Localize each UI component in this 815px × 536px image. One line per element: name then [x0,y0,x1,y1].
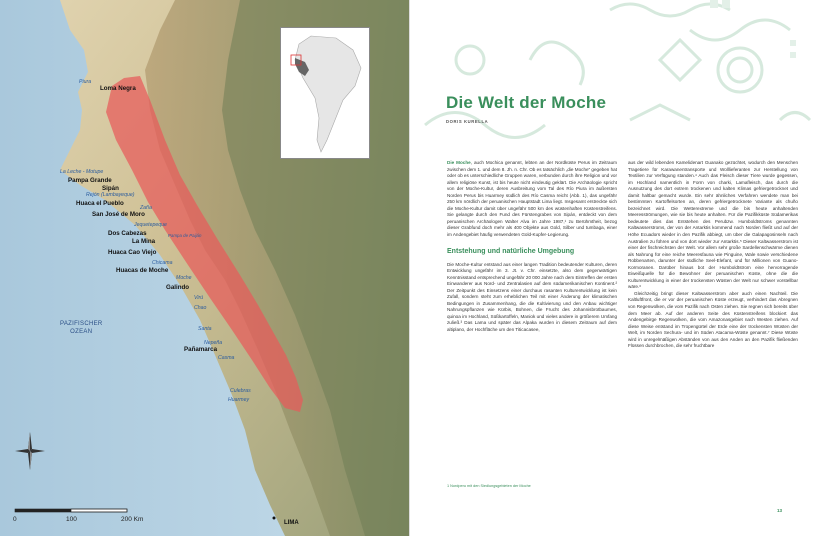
site-label: Pampa Grande [68,177,112,184]
river-label: Jequetepeque [134,222,167,228]
compass-rose-icon [13,430,47,472]
scale-label: 100 [66,516,77,523]
river-label: Zaña [140,205,152,211]
river-label: Chao [194,305,207,311]
river-label: Casma [218,355,235,361]
section-heading: Entstehung und natürliche Umgebung [447,247,575,255]
river-label: Virú [194,295,204,301]
text-column-2 [628,160,798,350]
site-label: Huaca Cao Viejo [108,249,157,256]
river-label: Santa [198,326,212,332]
river-label: Culebras [230,388,251,394]
river-label: La Leche - Motupe [60,169,104,175]
river-label: Huarmey [228,397,250,403]
site-label: La Mina [132,238,156,245]
text-column-1 [447,160,617,334]
article-title: Die Welt der Moche [446,93,607,112]
scale-label: 200 Km [121,516,144,523]
site-label: Huaca el Pueblo [76,200,124,207]
scale-bar [14,508,134,516]
river-label: Piura [79,79,92,85]
site-label: Loma Negra [100,85,136,92]
ocean-label: PAZIFISCHER OZEAN [60,321,103,335]
paragraph: aus der wild lebenden Kamelidenart Guanako gezüchtet, wodurch den Menschen Tragetiere für Karawanentransporte und Wolllieferanten zur Herstellung von Textilien zur Verfügung standen.⁴ Auch das Fleisch dieser Tiere wurde gegessen, im Hochland namentlich in Form von charki, Lamafleisch, das durch die Ausnutzung des dort extrem trockenen und kalten Klimas gefriergetrocknet und damit haltbar gemacht wurde. Ein sehr ähnliches Verfahren wendete man bei bestimmten Kartoffelsorten an, deren gefriergetrocknete Variante als chuño bezeichnet wird. Die Wetterextreme und die bis heute anhaltenden Meeresströmungen, wie sie bis heute anhalten. Für die Pazifikküste Südamerikas bedeutete dies das Entstehen des Perubzw. Humboldtstroms genannten Kaltwasserstroms, der von der Antarktis kommend nach Norden fließt und auf der Höhe Ecuadors wieder in den Pazifik abbiegt, um über die Galapagosinseln nach Australien zu führen und von dort wieder zur Antarktis.⁵ Dieser Kaltwasserstrom ist einer der fischreichsten der Welt. Vor allem sehr große Sardellenschwärme dienen als Nahrung für eine reiche Meeresfauna wie Pinguine, Wale sowie verschiedene Robbenarten, darunter der südliche Seel-Elefant, und für Millionen von Guano-Kormoranen. Darüber hinaus bot der Humboldtstrom eine hervorragende Eiweißquelle für die Bewohner der peruanischen Küste, ohne die die Kulturentwicklung in einer der trockensten Wüsten der Welt nur schwer vorstellbar wäre.⁶ [628,160,798,290]
site-label: Huacas de Moche [116,267,169,274]
site-label: Galindo [166,284,190,291]
lead-word: Die Moche [447,160,471,165]
moche-ornament-background [410,0,815,160]
river-label: Chicama [152,260,173,266]
figure-caption: 1 Nordperu mit den Siedlungsgebieten der Moche [447,484,531,488]
river-label: Moche [176,275,192,281]
article-author: DORIS KURELLA [446,119,489,124]
river-label: Rejón (Lambayeque) [86,192,135,198]
city-label: LIMA [284,520,299,526]
site-label: Dos Cabezas [108,230,147,237]
river-label: Nepeña [204,340,223,346]
paragraph: Die Moche, auch Mochica genannt, lebten an der Nordküste Perus im Zeitraum zwischen dem 1. und dem 8. Jh. n. Chr. Ob es tatsächlich „die Moche“ gegeben hat oder ob es unterschiedliche Gruppen waren, verbunden durch ihre Religion und vor allem religiöse Kunst, ist bis heute nicht eindeutig geklärt. Die Archäologie spricht von der Moche-Kultur, deren Ausbreitung vom Tal des Río Piura im äußersten Norden Perus bis Huarmey südlich des Río Casma reicht (Abb. 1), das ungefähr 250 km nördlich der peruanischen Hauptstadt Lima liegt. Insgesamt erstreckte sich die Moche-Kultur damit über ungefähr 500 km des wüstenhaften Küstenstreifens. Sie gelangte durch den Fund des Fürstengrabes von Sipán, entdeckt von dem peruanischen Archäologen Walter Alva im Jahre 1987,¹ zu Berühmtheit, bezog dieser Grabfund doch mehr als 400 Objekte aus Gold, Silber und tumbaga, einer im Andengebiet häufig verwendeten Gold-Kupfer-Legierung. [447,160,617,238]
river-label: Pampa de Paiján [168,233,202,238]
paragraph: Die Moche-Kultur entstand aus einer langen Tradition bedeutender Kulturen, deren Entwicklung ungefähr im 3. Jt. v. Chr. einsetzte, also dem gegenwärtigen Kenntnisstand entsprechend ungefähr 20 000 Jahre nach dem Eintreffen der ersten Einwanderer aus Nord- und Zentralasien auf dem südamerikanischen Kontinent.² Der Zeitpunkt des Einsetzens einer durchaus rasanten Kulturentwicklung ist kein Zufall, sondern steht zum erheblichen Teil mit einer Änderung der klimatischen Bedingungen in Zusammenhang, die die Kultivierung und den Anbau wichtiger Nahrungspflanzen wie Kürbis, Bohnen, die Frucht des Johannisbrotbaumes, quinoa im Hochland, Süßkartoffeln, Maniok und vieles andere in größerem Umfang zuließ.³ Das Lama und später das Alpaka wurden in diesem Zeitraum auf dem altiplano, der Hochfläche um den Titicacasee, [447,261,618,333]
inset-map [280,27,370,159]
site-label: Pañamarca [184,346,218,353]
site-label: Sipán [102,185,119,192]
paragraph: Gleichzeitig bringt dieser Kaltwasserstrom aber auch einen Nachteil. Die Kaltluftfront, die er vor der peruanischen Küste erzeugt, verhindert das Abregnen von Regenwolken, die vom Pazifik nach Osten ziehen. Sie regnen sich bereits über dem Meer ab. Auf der anderen Seite des Küstenstreifens blockiert das Andengebirge Regenwolken, die vom Amazonasgebiet nach Westen ziehen. Auf diese Weise entstand im Tropengürtel der Erde eine der trockensten Wüsten der Welt, im Norden Sechura- und im Süden Atacama-Wüste genannt.⁷ Diese Wüste wird in unregelmäßigen Abständen von aus den Anden an den Pazifik fließenden Flüssen durchbrochen, die sehr fruchtbare [628,290,798,349]
page-number: 13 [777,508,783,513]
scale-label: 0 [13,516,17,523]
article-page [410,0,815,536]
site-label: San José de Moro [92,211,145,218]
